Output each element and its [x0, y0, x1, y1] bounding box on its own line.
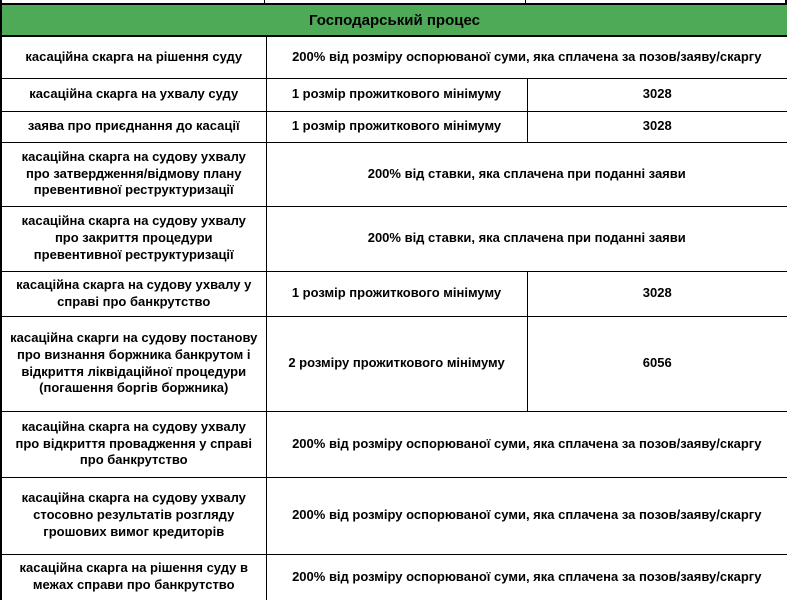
table-row	[1, 36, 787, 78]
case-type-cell: касаційна скарга на судову ухвалу про затвердження/відмову плану превентивної реструктуризації	[1, 142, 266, 206]
table-row	[1, 271, 787, 316]
rate-cell: 1 розмір прожиткового мінімуму	[266, 111, 527, 142]
amount-cell: 6056	[527, 316, 787, 411]
fee-table-body	[1, 36, 787, 600]
table-section-title: Господарський процес	[1, 4, 787, 36]
table-row	[1, 111, 787, 142]
top-edge-col3	[526, 0, 787, 3]
table-top-edge	[0, 0, 787, 3]
amount-cell: 3028	[527, 271, 787, 316]
table-row	[1, 554, 787, 600]
table-row	[1, 316, 787, 411]
table-row	[1, 142, 787, 206]
top-edge-col2	[265, 0, 526, 3]
rate-cell: 200% від ставки, яка сплачена при поданні заяви	[266, 142, 787, 206]
table-row	[1, 78, 787, 111]
amount-cell: 3028	[527, 78, 787, 111]
case-type-cell: касаційна скарги на судову постанову про визнання боржника банкрутом і відкриття ліквідаційної процедури (погашення боргів боржника)	[1, 316, 266, 411]
rate-cell: 200% від розміру оспорюваної суми, яка сплачена за позов/заяву/скаргу	[266, 411, 787, 477]
rate-cell: 200% від ставки, яка сплачена при поданні заяви	[266, 206, 787, 271]
case-type-cell: заява про приєднання до касації	[1, 111, 266, 142]
case-type-cell: касаційна скарга на ухвалу суду	[1, 78, 266, 111]
case-type-cell: касаційна скарга на судову ухвалу про закриття процедури превентивної реструктуризації	[1, 206, 266, 271]
rate-cell: 200% від розміру оспорюваної суми, яка сплачена за позов/заяву/скаргу	[266, 554, 787, 600]
rate-cell: 200% від розміру оспорюваної суми, яка сплачена за позов/заяву/скаргу	[266, 36, 787, 78]
rate-cell: 1 розмір прожиткового мінімуму	[266, 271, 527, 316]
case-type-cell: касаційна скарга на рішення суду в межах справи про банкрутство	[1, 554, 266, 600]
table-header-row	[1, 4, 787, 36]
table-row	[1, 206, 787, 271]
rate-cell: 1 розмір прожиткового мінімуму	[266, 78, 527, 111]
case-type-cell: касаційна скарга на рішення суду	[1, 36, 266, 78]
case-type-cell: касаційна скарга на судову ухвалу стосовно результатів розгляду грошових вимог кредиторів	[1, 477, 266, 554]
case-type-cell: касаційна скарга на судову ухвалу про відкриття провадження у справі про банкрутство	[1, 411, 266, 477]
amount-cell: 3028	[527, 111, 787, 142]
case-type-cell: касаційна скарга на судову ухвалу у справі про банкрутство	[1, 271, 266, 316]
rate-cell: 2 розміру прожиткового мінімуму	[266, 316, 527, 411]
table-row	[1, 477, 787, 554]
court-fees-table	[0, 3, 787, 600]
table-row	[1, 411, 787, 477]
top-edge-col1	[0, 0, 265, 3]
rate-cell: 200% від розміру оспорюваної суми, яка сплачена за позов/заяву/скаргу	[266, 477, 787, 554]
